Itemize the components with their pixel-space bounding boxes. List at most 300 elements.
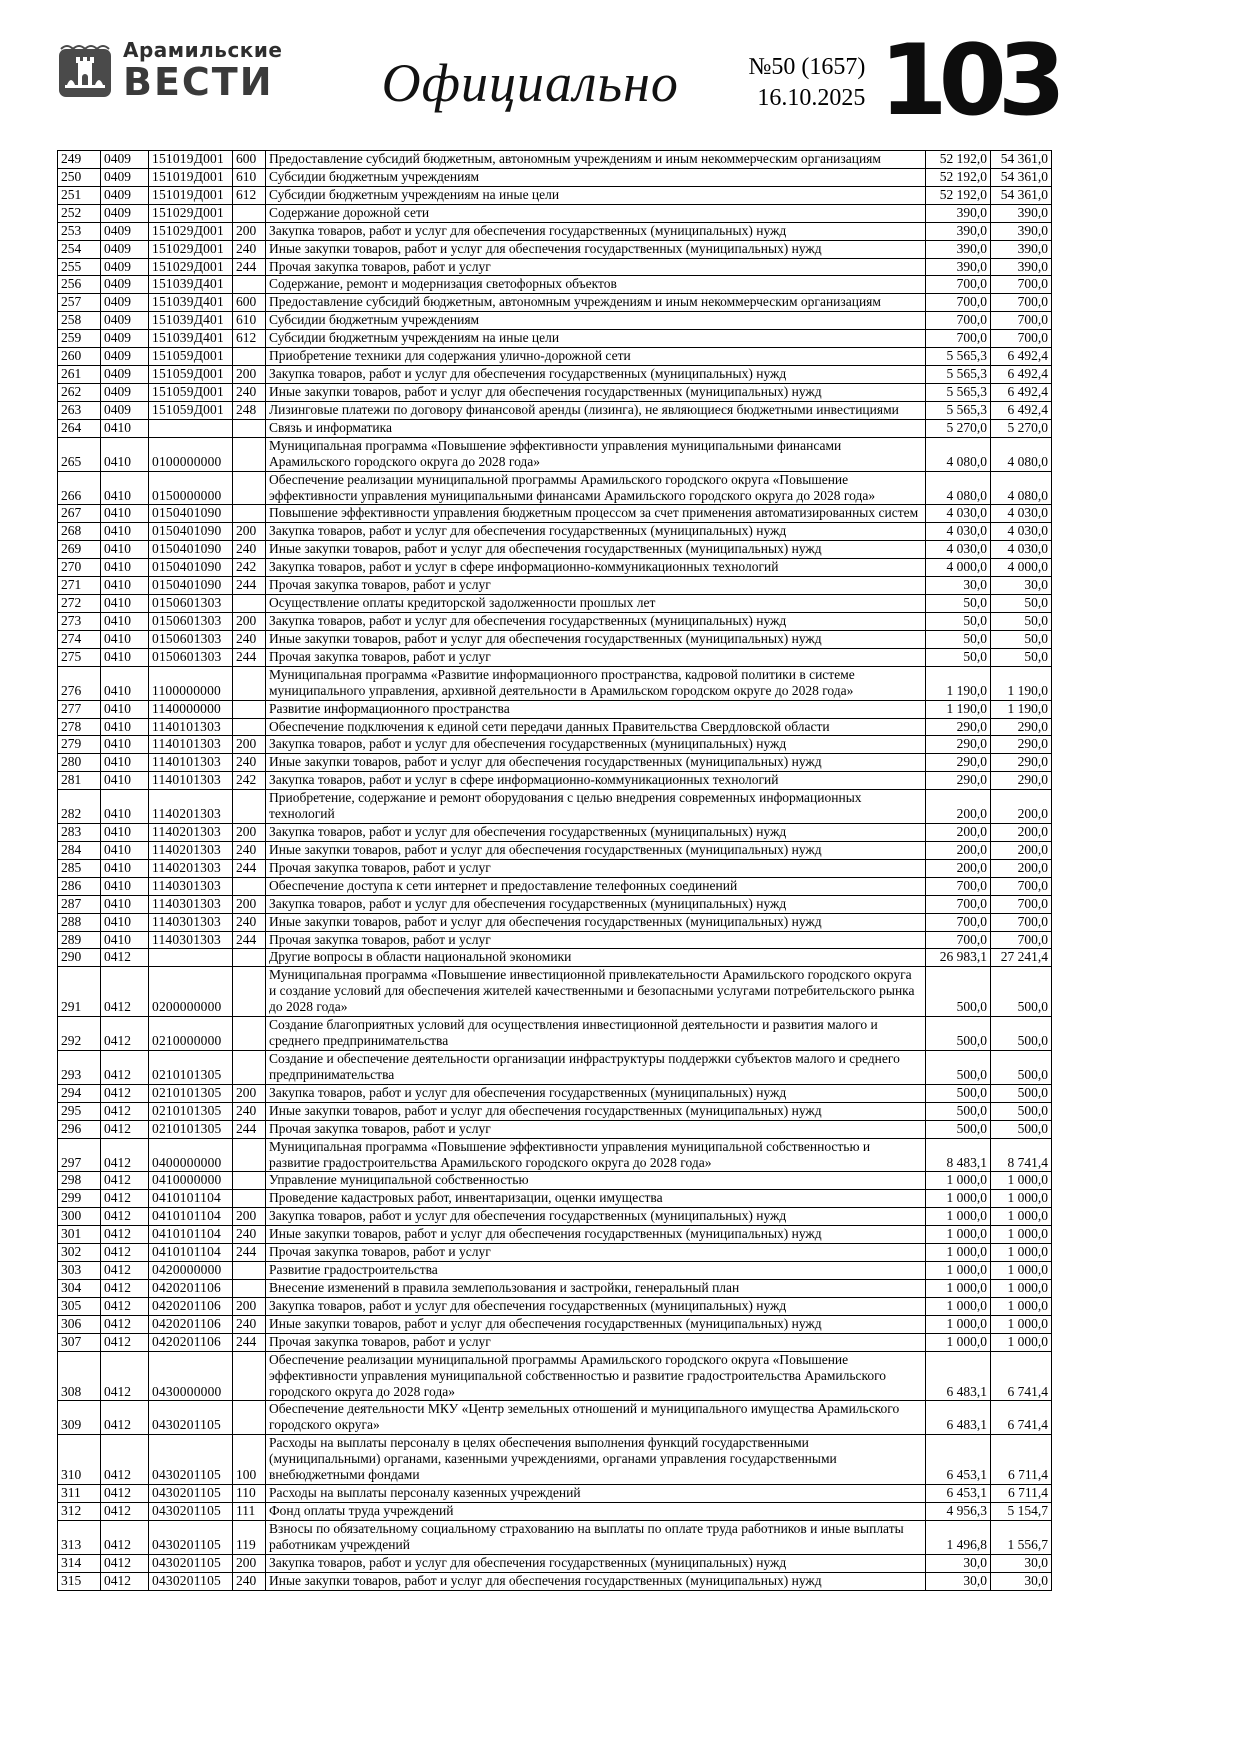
amount-1-cell: 1 000,0 [926, 1190, 991, 1208]
section-title: Официально [381, 53, 679, 113]
row-number-cell: 306 [58, 1315, 101, 1333]
amount-1-cell: 200,0 [926, 859, 991, 877]
row-number-cell: 265 [58, 437, 101, 471]
expense-name-cell: Прочая закупка товаров, работ и услуг [266, 931, 926, 949]
row-number-cell: 258 [58, 312, 101, 330]
expense-type-cell [233, 419, 266, 437]
row-number-cell: 283 [58, 824, 101, 842]
row-number-cell: 303 [58, 1262, 101, 1280]
amount-2-cell: 30,0 [991, 1572, 1052, 1590]
target-code-cell: 0430201105 [149, 1572, 233, 1590]
budget-table-row [58, 437, 1052, 471]
target-code-cell: 151029Д001 [149, 204, 233, 222]
row-number-cell: 266 [58, 471, 101, 505]
amount-1-cell: 26 983,1 [926, 949, 991, 967]
target-code-cell: 1140301303 [149, 913, 233, 931]
expense-name-cell: Повышение эффективности управления бюджетным процессом за счет применения автоматизированных систем [266, 505, 926, 523]
amount-2-cell: 290,0 [991, 718, 1052, 736]
row-number-cell: 264 [58, 419, 101, 437]
row-number-cell: 281 [58, 772, 101, 790]
section-code-cell: 0412 [101, 1084, 149, 1102]
target-code-cell: 151029Д001 [149, 258, 233, 276]
target-code-cell: 0150601303 [149, 612, 233, 630]
expense-type-cell: 111 [233, 1502, 266, 1520]
section-code-cell: 0410 [101, 595, 149, 613]
budget-table-row [58, 312, 1052, 330]
amount-2-cell: 6 492,4 [991, 401, 1052, 419]
amount-1-cell: 700,0 [926, 276, 991, 294]
expense-name-cell: Прочая закупка товаров, работ и услуг [266, 1333, 926, 1351]
budget-table-row [58, 471, 1052, 505]
expense-name-cell: Обеспечение реализации муниципальной программы Арамильского городского округа «Повышение эффективности управления муниципальной собственностью и развитие градостроительства Арамильского городского округа до 2028 года» [266, 1351, 926, 1401]
target-code-cell: 151029Д001 [149, 222, 233, 240]
amount-2-cell: 6 741,4 [991, 1401, 1052, 1435]
amount-2-cell: 1 190,0 [991, 666, 1052, 700]
budget-table-row [58, 294, 1052, 312]
row-number-cell: 250 [58, 168, 101, 186]
target-code-cell: 0210101305 [149, 1102, 233, 1120]
amount-2-cell: 500,0 [991, 1102, 1052, 1120]
target-code-cell: 0150601303 [149, 648, 233, 666]
expense-type-cell: 244 [233, 931, 266, 949]
expense-name-cell: Обеспечение деятельности МКУ «Центр земельных отношений и муниципального имущества Арамильского городского округа» [266, 1401, 926, 1435]
amount-2-cell: 390,0 [991, 204, 1052, 222]
section-code-cell: 0412 [101, 1280, 149, 1298]
expense-name-cell: Закупка товаров, работ и услуг для обеспечения государственных (муниципальных) нужд [266, 222, 926, 240]
row-number-cell: 305 [58, 1297, 101, 1315]
section-code-cell: 0409 [101, 222, 149, 240]
budget-table-row [58, 1572, 1052, 1590]
target-code-cell: 1140000000 [149, 700, 233, 718]
target-code-cell: 0410000000 [149, 1172, 233, 1190]
target-code-cell: 0430000000 [149, 1351, 233, 1401]
amount-1-cell: 4 080,0 [926, 471, 991, 505]
target-code-cell [149, 419, 233, 437]
expense-type-cell: 200 [233, 366, 266, 384]
section-code-cell: 0410 [101, 648, 149, 666]
target-code-cell: 0410101104 [149, 1226, 233, 1244]
amount-1-cell: 6 483,1 [926, 1401, 991, 1435]
expense-name-cell: Субсидии бюджетным учреждениям на иные цели [266, 330, 926, 348]
section-code-cell: 0410 [101, 877, 149, 895]
expense-type-cell: 242 [233, 772, 266, 790]
amount-2-cell: 700,0 [991, 312, 1052, 330]
budget-table-row [58, 931, 1052, 949]
budget-table-row [58, 1333, 1052, 1351]
expense-type-cell: 240 [233, 754, 266, 772]
section-code-cell: 0409 [101, 312, 149, 330]
expense-name-cell: Закупка товаров, работ и услуг для обеспечения государственных (муниципальных) нужд [266, 1208, 926, 1226]
expense-name-cell: Прочая закупка товаров, работ и услуг [266, 859, 926, 877]
expense-name-cell: Муниципальная программа «Развитие информационного пространства, кадровой политики в системе муниципального управления, архивной деятельности в Арамильском городском округе до 2028 года» [266, 666, 926, 700]
amount-1-cell: 50,0 [926, 630, 991, 648]
amount-2-cell: 500,0 [991, 1084, 1052, 1102]
row-number-cell: 255 [58, 258, 101, 276]
expense-name-cell: Обеспечение доступа к сети интернет и предоставление телефонных соединений [266, 877, 926, 895]
expense-type-cell: 244 [233, 258, 266, 276]
expense-name-cell: Иные закупки товаров, работ и услуг для обеспечения государственных (муниципальных) нужд [266, 913, 926, 931]
row-number-cell: 253 [58, 222, 101, 240]
budget-table-row [58, 1226, 1052, 1244]
brand-text [123, 38, 283, 104]
amount-2-cell: 700,0 [991, 276, 1052, 294]
expense-name-cell: Иные закупки товаров, работ и услуг для обеспечения государственных (муниципальных) нужд [266, 1315, 926, 1333]
masthead [57, 24, 1057, 138]
target-code-cell: 0410101104 [149, 1244, 233, 1262]
amount-2-cell: 290,0 [991, 754, 1052, 772]
amount-1-cell: 500,0 [926, 1102, 991, 1120]
amount-2-cell: 500,0 [991, 967, 1052, 1017]
amount-1-cell: 500,0 [926, 967, 991, 1017]
section-code-cell: 0410 [101, 700, 149, 718]
budget-table-row [58, 718, 1052, 736]
expense-name-cell: Муниципальная программа «Повышение эффективности управления муниципальной собственностью и развитие градостроительства Арамильского городского округа до 2028 года» [266, 1138, 926, 1172]
budget-table-row [58, 612, 1052, 630]
amount-1-cell: 290,0 [926, 718, 991, 736]
amount-2-cell: 290,0 [991, 772, 1052, 790]
expense-name-cell: Прочая закупка товаров, работ и услуг [266, 577, 926, 595]
expense-name-cell: Содержание дорожной сети [266, 204, 926, 222]
row-number-cell: 298 [58, 1172, 101, 1190]
expense-type-cell [233, 790, 266, 824]
expense-name-cell: Прочая закупка товаров, работ и услуг [266, 1244, 926, 1262]
amount-1-cell: 1 000,0 [926, 1297, 991, 1315]
amount-1-cell: 700,0 [926, 312, 991, 330]
section-code-cell: 0412 [101, 1401, 149, 1435]
target-code-cell: 0210101305 [149, 1084, 233, 1102]
expense-name-cell: Прочая закупка товаров, работ и услуг [266, 1120, 926, 1138]
section-code-cell: 0412 [101, 1017, 149, 1051]
amount-2-cell: 4 030,0 [991, 541, 1052, 559]
budget-table-body [58, 151, 1052, 1591]
amount-2-cell: 50,0 [991, 630, 1052, 648]
budget-table-row [58, 877, 1052, 895]
budget-table-row [58, 168, 1052, 186]
amount-1-cell: 500,0 [926, 1120, 991, 1138]
expense-name-cell: Содержание, ремонт и модернизация светофорных объектов [266, 276, 926, 294]
amount-2-cell: 4 030,0 [991, 505, 1052, 523]
target-code-cell: 1100000000 [149, 666, 233, 700]
row-number-cell: 288 [58, 913, 101, 931]
section-code-cell: 0412 [101, 1520, 149, 1554]
expense-type-cell: 200 [233, 523, 266, 541]
target-code-cell: 1140101303 [149, 772, 233, 790]
expense-name-cell: Фонд оплаты труда учреждений [266, 1502, 926, 1520]
amount-2-cell: 4 080,0 [991, 437, 1052, 471]
expense-type-cell: 200 [233, 612, 266, 630]
section-code-cell: 0412 [101, 1554, 149, 1572]
target-code-cell: 0150401090 [149, 559, 233, 577]
section-code-cell: 0412 [101, 1138, 149, 1172]
amount-2-cell: 6 711,4 [991, 1435, 1052, 1485]
amount-1-cell: 1 000,0 [926, 1333, 991, 1351]
row-number-cell: 287 [58, 895, 101, 913]
budget-table-row [58, 383, 1052, 401]
section-code-cell: 0412 [101, 967, 149, 1017]
expense-name-cell: Закупка товаров, работ и услуг для обеспечения государственных (муниципальных) нужд [266, 366, 926, 384]
section-code-cell: 0409 [101, 168, 149, 186]
target-code-cell: 151019Д001 [149, 186, 233, 204]
budget-table-row [58, 222, 1052, 240]
section-code-cell: 0412 [101, 1315, 149, 1333]
target-code-cell: 0430201105 [149, 1485, 233, 1503]
amount-1-cell: 290,0 [926, 736, 991, 754]
budget-table-row [58, 577, 1052, 595]
expense-type-cell [233, 595, 266, 613]
target-code-cell: 0210101305 [149, 1051, 233, 1085]
expense-name-cell: Субсидии бюджетным учреждениям на иные цели [266, 186, 926, 204]
amount-1-cell: 1 496,8 [926, 1520, 991, 1554]
expense-name-cell: Закупка товаров, работ и услуг для обеспечения государственных (муниципальных) нужд [266, 824, 926, 842]
section-code-cell: 0412 [101, 1485, 149, 1503]
target-code-cell [149, 949, 233, 967]
row-number-cell: 267 [58, 505, 101, 523]
target-code-cell: 1140101303 [149, 754, 233, 772]
target-code-cell: 1140201303 [149, 859, 233, 877]
expense-name-cell: Прочая закупка товаров, работ и услуг [266, 648, 926, 666]
budget-table-row [58, 1485, 1052, 1503]
target-code-cell: 1140201303 [149, 790, 233, 824]
expense-name-cell: Создание и обеспечение деятельности организации инфраструктуры поддержки субъектов малого и среднего предпринимательства [266, 1051, 926, 1085]
amount-1-cell: 700,0 [926, 330, 991, 348]
budget-table-row [58, 151, 1052, 169]
expense-name-cell: Расходы на выплаты персоналу казенных учреждений [266, 1485, 926, 1503]
budget-table-row [58, 895, 1052, 913]
amount-1-cell: 1 000,0 [926, 1208, 991, 1226]
section-code-cell: 0409 [101, 151, 149, 169]
budget-table-row [58, 1120, 1052, 1138]
amount-1-cell: 390,0 [926, 204, 991, 222]
amount-2-cell: 6 492,4 [991, 383, 1052, 401]
expense-type-cell: 110 [233, 1485, 266, 1503]
section-code-cell: 0410 [101, 859, 149, 877]
row-number-cell: 285 [58, 859, 101, 877]
expense-name-cell: Прочая закупка товаров, работ и услуг [266, 258, 926, 276]
budget-table-row [58, 186, 1052, 204]
expense-type-cell: 200 [233, 1084, 266, 1102]
target-code-cell: 0150401090 [149, 577, 233, 595]
target-code-cell: 0430201105 [149, 1435, 233, 1485]
amount-2-cell: 54 361,0 [991, 151, 1052, 169]
expense-type-cell [233, 348, 266, 366]
amount-2-cell: 1 000,0 [991, 1190, 1052, 1208]
target-code-cell: 1140301303 [149, 877, 233, 895]
section-code-cell: 0410 [101, 559, 149, 577]
expense-type-cell [233, 666, 266, 700]
amount-1-cell: 200,0 [926, 841, 991, 859]
row-number-cell: 276 [58, 666, 101, 700]
expense-type-cell [233, 1401, 266, 1435]
budget-table-row [58, 1435, 1052, 1485]
amount-2-cell: 50,0 [991, 595, 1052, 613]
amount-1-cell: 390,0 [926, 240, 991, 258]
section-code-cell: 0410 [101, 666, 149, 700]
row-number-cell: 268 [58, 523, 101, 541]
amount-1-cell: 5 565,3 [926, 348, 991, 366]
budget-table-row [58, 1280, 1052, 1298]
amount-1-cell: 500,0 [926, 1017, 991, 1051]
section-code-cell: 0410 [101, 577, 149, 595]
row-number-cell: 309 [58, 1401, 101, 1435]
expense-type-cell [233, 471, 266, 505]
amount-1-cell: 30,0 [926, 1572, 991, 1590]
expense-name-cell: Обеспечение подключения к единой сети передачи данных Правительства Свердловской области [266, 718, 926, 736]
brand-name-bottom: ВЕСТИ [123, 60, 274, 104]
section-code-cell: 0412 [101, 1051, 149, 1085]
expense-name-cell: Расходы на выплаты персоналу в целях обеспечения выполнения функций государственными (муниципальными) органами, казенными учреждениями, органами управления государственными внебюджетными фондами [266, 1435, 926, 1485]
section-code-cell: 0409 [101, 348, 149, 366]
target-code-cell: 151059Д001 [149, 366, 233, 384]
target-code-cell: 1140101303 [149, 736, 233, 754]
amount-1-cell: 1 000,0 [926, 1172, 991, 1190]
amount-2-cell: 200,0 [991, 790, 1052, 824]
section-code-cell: 0410 [101, 437, 149, 471]
section-code-cell: 0410 [101, 913, 149, 931]
expense-type-cell: 240 [233, 913, 266, 931]
row-number-cell: 300 [58, 1208, 101, 1226]
section-code-cell: 0412 [101, 1244, 149, 1262]
amount-1-cell: 290,0 [926, 772, 991, 790]
row-number-cell: 257 [58, 294, 101, 312]
amount-1-cell: 30,0 [926, 577, 991, 595]
row-number-cell: 314 [58, 1554, 101, 1572]
expense-name-cell: Иные закупки товаров, работ и услуг для обеспечения государственных (муниципальных) нужд [266, 630, 926, 648]
amount-1-cell: 52 192,0 [926, 168, 991, 186]
expense-type-cell: 610 [233, 168, 266, 186]
amount-2-cell: 4 080,0 [991, 471, 1052, 505]
row-number-cell: 251 [58, 186, 101, 204]
amount-1-cell: 4 956,3 [926, 1502, 991, 1520]
amount-2-cell: 54 361,0 [991, 168, 1052, 186]
section-code-cell: 0410 [101, 523, 149, 541]
section-code-cell: 0410 [101, 754, 149, 772]
amount-2-cell: 1 000,0 [991, 1280, 1052, 1298]
row-number-cell: 249 [58, 151, 101, 169]
expense-name-cell: Муниципальная программа «Повышение эффективности управления муниципальными финансами Арамильского городского округа до 2028 года» [266, 437, 926, 471]
section-code-cell: 0409 [101, 240, 149, 258]
budget-table-row [58, 754, 1052, 772]
expense-type-cell [233, 877, 266, 895]
expense-name-cell: Иные закупки товаров, работ и услуг для обеспечения государственных (муниципальных) нужд [266, 1102, 926, 1120]
expense-type-cell [233, 1262, 266, 1280]
amount-2-cell: 200,0 [991, 841, 1052, 859]
amount-1-cell: 4 080,0 [926, 437, 991, 471]
row-number-cell: 259 [58, 330, 101, 348]
budget-table-row [58, 1172, 1052, 1190]
budget-table-row [58, 630, 1052, 648]
expense-name-cell: Управление муниципальной собственностью [266, 1172, 926, 1190]
row-number-cell: 315 [58, 1572, 101, 1590]
amount-1-cell: 50,0 [926, 612, 991, 630]
row-number-cell: 263 [58, 401, 101, 419]
row-number-cell: 291 [58, 967, 101, 1017]
amount-1-cell: 1 190,0 [926, 700, 991, 718]
expense-type-cell: 200 [233, 824, 266, 842]
budget-table-row [58, 666, 1052, 700]
expense-name-cell: Иные закупки товаров, работ и услуг для обеспечения государственных (муниципальных) нужд [266, 383, 926, 401]
expense-name-cell: Связь и информатика [266, 419, 926, 437]
amount-2-cell: 6 741,4 [991, 1351, 1052, 1401]
target-code-cell: 1140201303 [149, 824, 233, 842]
target-code-cell: 151039Д401 [149, 330, 233, 348]
expense-name-cell: Закупка товаров, работ и услуг для обеспечения государственных (муниципальных) нужд [266, 523, 926, 541]
expense-name-cell: Внесение изменений в правила землепользования и застройки, генеральный план [266, 1280, 926, 1298]
expense-type-cell: 200 [233, 1297, 266, 1315]
budget-table-row [58, 1554, 1052, 1572]
budget-table-row [58, 1208, 1052, 1226]
row-number-cell: 301 [58, 1226, 101, 1244]
amount-2-cell: 390,0 [991, 222, 1052, 240]
budget-table-row [58, 1262, 1052, 1280]
amount-2-cell: 1 000,0 [991, 1297, 1052, 1315]
row-number-cell: 256 [58, 276, 101, 294]
budget-table-row [58, 790, 1052, 824]
target-code-cell: 151039Д401 [149, 294, 233, 312]
section-code-cell: 0410 [101, 895, 149, 913]
amount-2-cell: 5 270,0 [991, 419, 1052, 437]
expense-type-cell: 248 [233, 401, 266, 419]
row-number-cell: 290 [58, 949, 101, 967]
page-number: 103 [879, 24, 1057, 138]
expense-type-cell: 100 [233, 1435, 266, 1485]
budget-table-row [58, 505, 1052, 523]
target-code-cell: 0150601303 [149, 595, 233, 613]
amount-2-cell: 1 000,0 [991, 1315, 1052, 1333]
section-code-cell: 0412 [101, 1351, 149, 1401]
amount-2-cell: 700,0 [991, 294, 1052, 312]
target-code-cell: 1140301303 [149, 931, 233, 949]
amount-1-cell: 52 192,0 [926, 151, 991, 169]
row-number-cell: 282 [58, 790, 101, 824]
section-code-cell: 0412 [101, 1120, 149, 1138]
target-code-cell: 0420000000 [149, 1262, 233, 1280]
expense-type-cell [233, 1280, 266, 1298]
target-code-cell: 0420201106 [149, 1315, 233, 1333]
expense-type-cell: 119 [233, 1520, 266, 1554]
row-number-cell: 299 [58, 1190, 101, 1208]
amount-1-cell: 30,0 [926, 1554, 991, 1572]
expense-type-cell: 600 [233, 294, 266, 312]
expense-name-cell: Субсидии бюджетным учреждениям [266, 168, 926, 186]
row-number-cell: 252 [58, 204, 101, 222]
amount-1-cell: 50,0 [926, 648, 991, 666]
target-code-cell: 151059Д001 [149, 401, 233, 419]
row-number-cell: 289 [58, 931, 101, 949]
amount-2-cell: 500,0 [991, 1051, 1052, 1085]
row-number-cell: 307 [58, 1333, 101, 1351]
expense-type-cell [233, 949, 266, 967]
expense-type-cell: 240 [233, 240, 266, 258]
expense-type-cell [233, 1051, 266, 1085]
expense-type-cell: 240 [233, 1102, 266, 1120]
expense-type-cell [233, 276, 266, 294]
tower-emblem-icon [57, 41, 113, 99]
row-number-cell: 302 [58, 1244, 101, 1262]
budget-table-row [58, 1351, 1052, 1401]
section-code-cell: 0412 [101, 1102, 149, 1120]
section-code-cell: 0410 [101, 505, 149, 523]
expense-type-cell: 240 [233, 383, 266, 401]
expense-name-cell: Приобретение, содержание и ремонт оборудования с целью внедрения современных информационных технологий [266, 790, 926, 824]
amount-1-cell: 4 030,0 [926, 541, 991, 559]
amount-2-cell: 1 000,0 [991, 1262, 1052, 1280]
budget-table-row [58, 276, 1052, 294]
budget-table-row [58, 700, 1052, 718]
brand-name-top: Арамильские [123, 38, 283, 62]
target-code-cell: 0400000000 [149, 1138, 233, 1172]
amount-2-cell: 6 492,4 [991, 366, 1052, 384]
target-code-cell: 0420201106 [149, 1333, 233, 1351]
